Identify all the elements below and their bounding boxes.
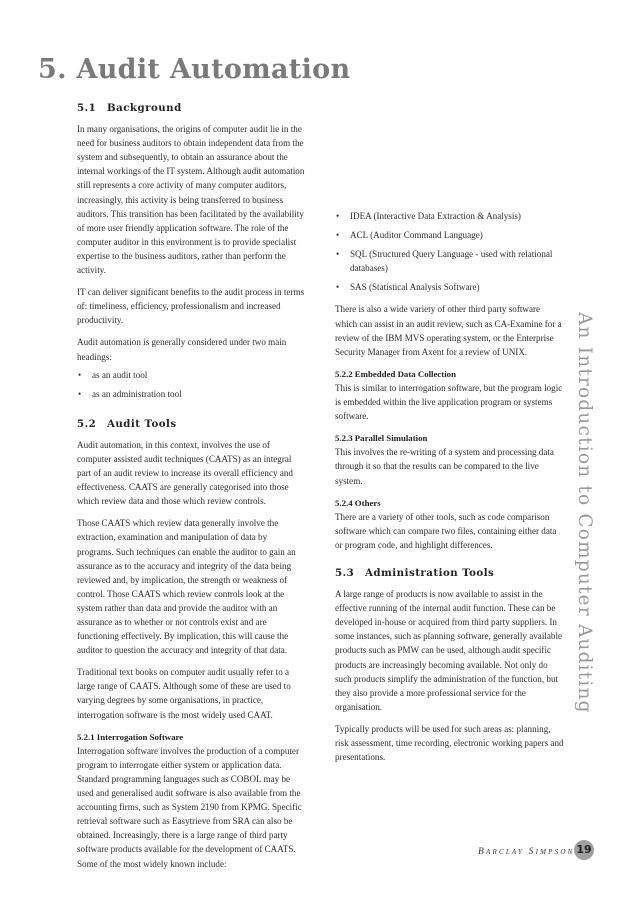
section-heading-audit-tools <box>77 417 305 431</box>
section-number: 5.1 <box>77 102 97 114</box>
subsection-heading: 5.2.3 Parallel Simulation <box>335 433 428 444</box>
bullet-list <box>335 209 564 294</box>
list-item: • ACL (Auditor Command Language) <box>335 228 564 242</box>
paragraph: A large range of products is now available to assist in the effective running of the internal audit function. These can be developed in-house or acquired from third party suppliers. In some instances, such as planning software, generally available products such as PMW can be used, although audit specific products are increasingly becoming available. Not only do such products simplify the administration of the function, but they also provide a more professional service for the organisation. <box>335 589 563 712</box>
list-item: • SQL (Structured Query Language - used with relational databases) <box>335 247 564 275</box>
section-heading-background <box>77 101 305 115</box>
paragraph: Audit automation is generally considered under two main headings: <box>77 337 287 362</box>
subsection-heading: 5.2.2 Embedded Data Collection <box>335 368 456 379</box>
right-column <box>335 101 564 772</box>
section-title: Audit Tools <box>107 417 177 430</box>
paragraph: In many organisations, the origins of computer audit lie in the need for business auditors to obtain independent data from the system and subsequently, to obtain an assurance about the internal workings of the IT system. Although audit automation still represents a core activity of many computer auditors, increasingly, this activity is being transferred to business auditors. This transition has been facilitated by the availability of more user friendly application software. The role of the computer auditor in this environment is to provide specialist expertise to the business auditors, rather than perform the activity. <box>77 124 305 276</box>
list-item: • as an administration tool <box>77 387 305 401</box>
left-column <box>77 101 305 879</box>
paragraph: Interrogation software involves the production of a computer program to interrogate either system or application data. Standard programming languages such as COBOL may be used and generalised audit software is also available from the accounting firms, such as System 2190 from KPMG. Specific retrieval software such as Easytrieve from SRA can also be obtained. Increasingly, there is a large range of third party software products available for the development of CAATS. Some of the most widely known include: <box>77 745 302 869</box>
section-heading-administration-tools <box>335 566 564 580</box>
paragraph: Those CAATS which review data generally involve the extraction, examination and manipulation of data by programs. Such techniques can enable the auditor to gain an assurance as to the accuracy and integrity of the data being reviewed and, by implication, the strength or weakness of control. Those CAATS which review controls look at the system rather than data and provide the auditor with an assurance as to whether or not controls exist and are functioning effectively. By implication, this will cause the auditor to question the accuracy and integrity of that data. <box>77 518 296 656</box>
paragraph: IT can deliver significant benefits to the audit process in terms of: timeliness, efficiency, professionalism and increased productivity. <box>77 287 305 326</box>
paragraph: Audit automation, in this context, involves the use of computer assisted audit techniques (CAATS) as an integral part of an audit review to increase its overall efficiency and effectiveness. CAATS are generally categorised into those which review data and those which review controls. <box>77 439 293 507</box>
section-number: 5.2 <box>77 417 97 430</box>
list-item: • as an audit tool <box>77 368 305 382</box>
list-item: • SAS (Statistical Analysis Software) <box>335 280 564 294</box>
paragraph: Typically products will be used for such areas as: planning, risk assessment, time recording, electronic working papers and presentations. <box>335 723 564 763</box>
list-item: • IDEA (Interactive Data Extraction & Analysis) <box>335 209 564 223</box>
bullet-list <box>77 368 305 401</box>
chapter-title <box>38 54 350 85</box>
subsection-heading: 5.2.4 Others <box>335 497 381 508</box>
chapter-number: 5. <box>38 54 67 85</box>
paragraph: This is similar to interrogation software, but the program logic is embedded within the live application program or systems software. <box>335 382 563 422</box>
paragraph: Traditional text books on computer audit usually refer to a large range of CAATS. Although some of these are used to varying degrees by some organisations, in practice, interrogation software is the most widely used CAAT. <box>77 667 291 720</box>
paragraph: This involves the re-writing of a system and processing data through it so that the results can be compared to the live system. <box>335 447 554 486</box>
page-number: 19 <box>574 840 594 860</box>
paragraph: There are a variety of other tools, such as code comparison software which can compare two files, containing either data or program code, and highlight differences. <box>335 511 557 550</box>
side-title: An Introduction to Computer Auditing <box>574 312 595 714</box>
chapter-heading: Audit Automation <box>76 54 351 85</box>
subsection-heading: 5.2.1 Interrogation Software <box>77 731 184 742</box>
footer-brand: Barclay Simpson <box>478 847 575 857</box>
paragraph: There is also a wide variety of other third party software which can assist in an audit review, such as CA-Examine for a review of the IBM MVS operating system, or the Enterprise Security Manager from Axent for a review of UNIX. <box>335 304 562 357</box>
section-title: Administration Tools <box>365 566 495 579</box>
section-number: 5.3 <box>335 566 355 579</box>
section-title: Background <box>107 102 182 114</box>
